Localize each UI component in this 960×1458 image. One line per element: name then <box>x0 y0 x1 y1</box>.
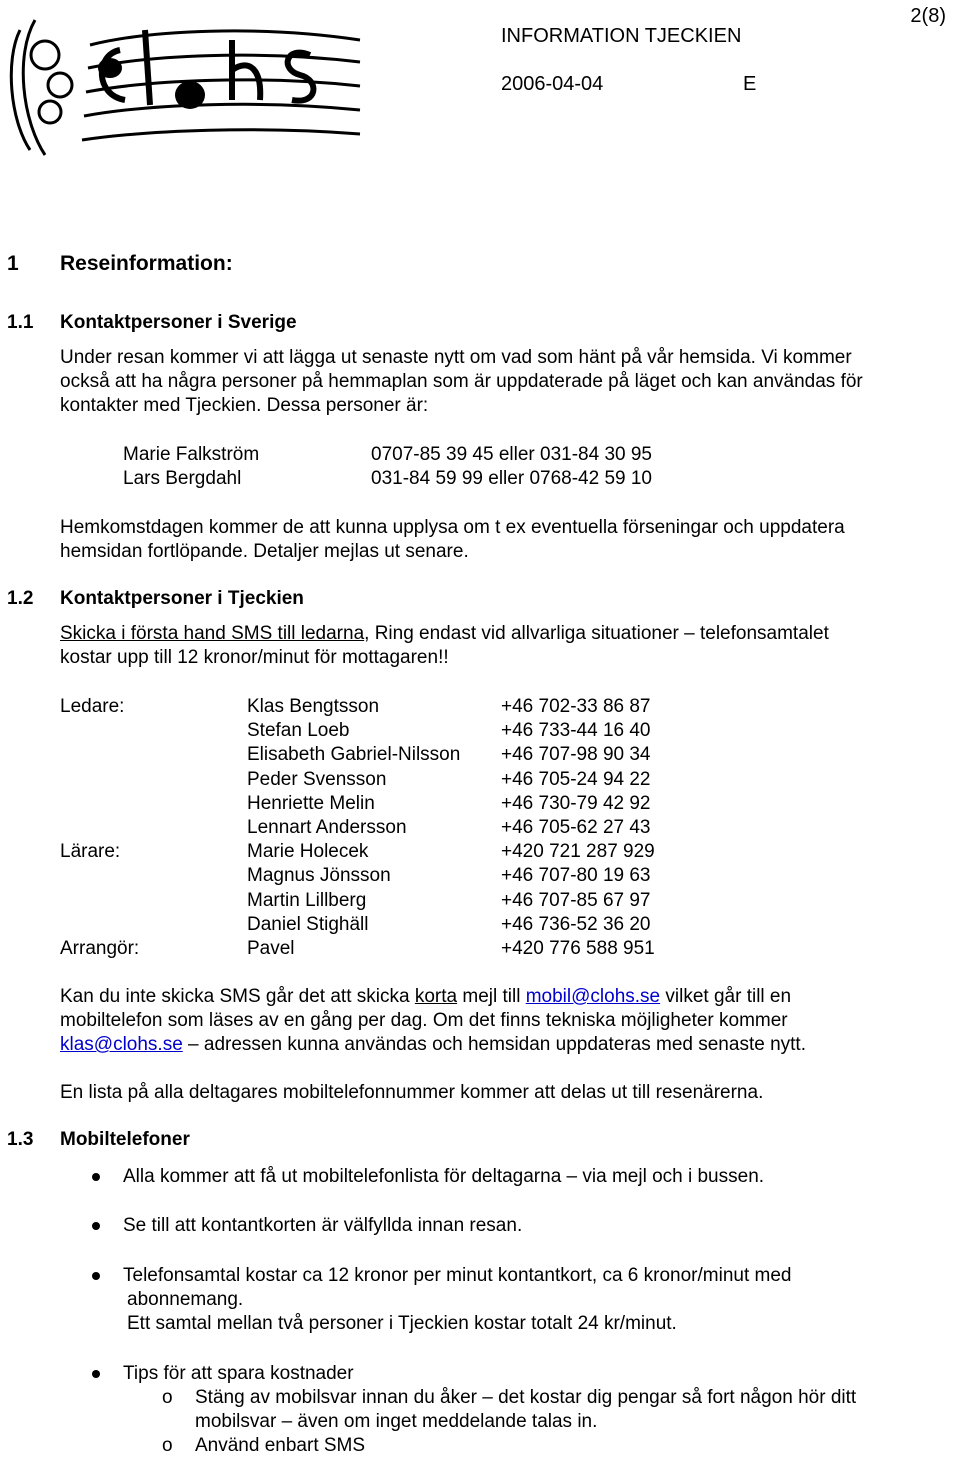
clohs-logo <box>0 0 380 165</box>
s11-p2-line1: Hemkomstdagen kommer de att kunna upplysa om t ex eventuella förseningar och uppdatera <box>60 517 845 538</box>
section-1-number: 1 <box>7 252 19 275</box>
sub-list-item: Använd enbart SMS <box>195 1435 366 1456</box>
roster-name: Stefan Loeb <box>247 720 350 741</box>
roster-phone: +46 705-24 94 22 <box>501 769 651 790</box>
email-link-mobil[interactable]: mobil@clohs.se <box>525 986 661 1007</box>
sms-line2: mobiltelefon som läses av en gång per dag. Om det finns tekniska möjligheter kommer <box>60 1010 788 1031</box>
roster-role: Arrangör: <box>60 938 140 959</box>
intro-rest: , Ring endast vid allvarliga situationer – telefonsamtalet <box>364 623 829 644</box>
sms-line1 <box>60 985 791 1009</box>
roster-name: Lennart Andersson <box>247 817 407 838</box>
roster-name: Magnus Jönsson <box>247 865 391 886</box>
roster-name: Klas Bengtsson <box>247 696 380 717</box>
roster-name: Elisabeth Gabriel-Nilsson <box>247 744 461 765</box>
section-1-1-title: Kontaktpersoner i Sverige <box>60 312 297 333</box>
roster-phone: +420 721 287 929 <box>501 841 655 862</box>
doc-revision: E <box>743 73 757 95</box>
roster-phone: +420 776 588 951 <box>501 938 655 959</box>
section-1-2-number: 1.2 <box>7 588 34 609</box>
s12-intro-line2: kostar upp till 12 kronor/minut för mottagaren!! <box>60 647 449 668</box>
roster-phone: +46 707-80 19 63 <box>501 865 651 886</box>
s12-intro-line1 <box>60 622 829 646</box>
contact-name: Marie Falkström <box>123 444 260 465</box>
roster-phone: +46 702-33 86 87 <box>501 696 651 717</box>
roster-name: Martin Lillberg <box>247 890 367 911</box>
sub-list-item-continuation: mobilsvar – även om inget meddelande talas in. <box>195 1411 598 1432</box>
list-item-continuation: Ett samtal mellan två personer i Tjeckien kostar totalt 24 kr/minut. <box>127 1313 677 1334</box>
contact-phone: 0707-85 39 45 eller 031-84 30 95 <box>371 444 653 465</box>
sms-instruction: Skicka i första hand SMS till ledarna <box>60 623 365 644</box>
roster-name: Henriette Melin <box>247 793 375 814</box>
bullet-icon <box>92 1370 100 1378</box>
roster-phone: +46 705-62 27 43 <box>501 817 651 838</box>
section-1-3-title: Mobiltelefoner <box>60 1129 190 1150</box>
bullet-icon <box>92 1272 100 1280</box>
sms-line3 <box>60 1033 806 1057</box>
roster-name: Peder Svensson <box>247 769 387 790</box>
doc-date: 2006-04-04 <box>501 73 604 95</box>
s11-p2-line2: hemsidan fortlöpande. Detaljer mejlas ut senare. <box>60 541 469 562</box>
roster-phone: +46 707-85 67 97 <box>501 890 651 911</box>
contact-phone: 031-84 59 99 eller 0768-42 59 10 <box>371 468 653 489</box>
list-item: Tips för att spara kostnader <box>123 1363 354 1384</box>
korta-emphasis: korta <box>414 986 458 1007</box>
sms-text: Kan du inte skicka SMS går det att skicka <box>60 986 415 1007</box>
roster-role: Lärare: <box>60 841 121 862</box>
roster-phone: +46 736-52 36 20 <box>501 914 651 935</box>
roster-name: Pavel <box>247 938 295 959</box>
roster-name: Marie Holecek <box>247 841 369 862</box>
s11-p1-line1: Under resan kommer vi att lägga ut senaste nytt om vad som hänt på vår hemsida. Vi kommer <box>60 347 852 368</box>
roster-phone: +46 733-44 16 40 <box>501 720 651 741</box>
roster-name: Daniel Stighäll <box>247 914 369 935</box>
list-item: Telefonsamtal kostar ca 12 kronor per minut kontantkort, ca 6 kronor/minut med <box>123 1265 792 1286</box>
list-item: Alla kommer att få ut mobiltelefonlista för deltagarna – via mejl och i bussen. <box>123 1166 765 1187</box>
sub-bullet-marker: o <box>162 1387 173 1408</box>
roster-phone: +46 707-98 90 34 <box>501 744 651 765</box>
section-1-title: Reseinformation: <box>60 252 233 275</box>
sms-text: vilket går till en <box>660 986 792 1007</box>
list-item: Se till att kontantkorten är välfyllda innan resan. <box>123 1215 523 1236</box>
s11-p1-line3: kontakter med Tjeckien. Dessa personer är: <box>60 395 429 416</box>
bullet-icon <box>92 1222 100 1230</box>
sms-text: mejl till <box>457 986 526 1007</box>
roster-role: Ledare: <box>60 696 125 717</box>
email-link-klas[interactable]: klas@clohs.se <box>60 1034 183 1055</box>
sub-list-item: Stäng av mobilsvar innan du åker – det kostar dig pengar så fort någon hör ditt <box>195 1387 857 1408</box>
bullet-icon <box>92 1173 100 1181</box>
sub-bullet-marker: o <box>162 1435 173 1456</box>
s11-p1-line2: också att ha några personer på hemmaplan som är uppdaterade på läget och kan användas för <box>60 371 863 392</box>
list-note: En lista på alla deltagares mobiltelefonnummer kommer att delas ut till resenärerna. <box>60 1082 764 1103</box>
doc-title: INFORMATION TJECKIEN <box>501 25 742 47</box>
section-1-3-number: 1.3 <box>7 1129 34 1150</box>
page-number: 2(8) <box>910 5 946 27</box>
sms-text: – adressen kunna användas och hemsidan uppdateras med senaste nytt. <box>182 1034 806 1055</box>
section-1-1-number: 1.1 <box>7 312 34 333</box>
section-1-2-title: Kontaktpersoner i Tjeckien <box>60 588 304 609</box>
list-item-continuation: abonnemang. <box>127 1289 244 1310</box>
roster-phone: +46 730-79 42 92 <box>501 793 651 814</box>
contact-name: Lars Bergdahl <box>123 468 242 489</box>
